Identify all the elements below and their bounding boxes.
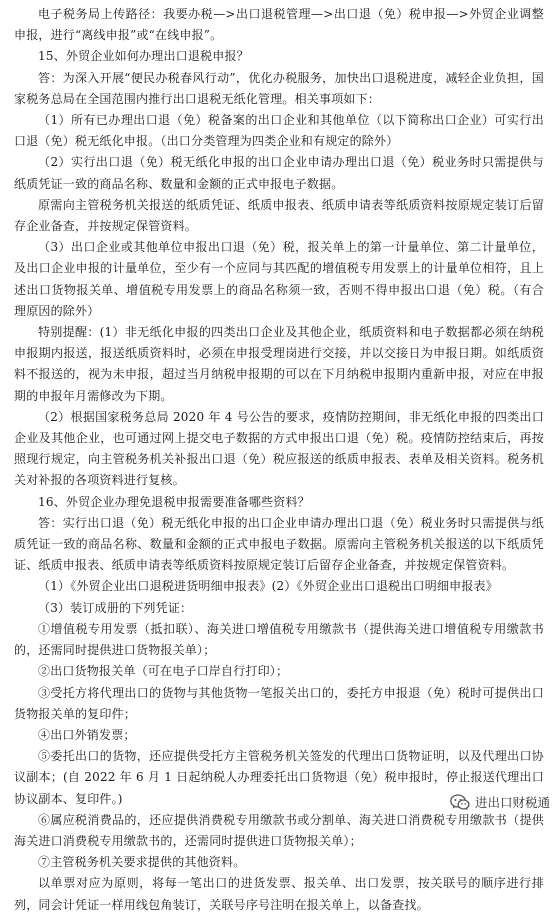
paragraph: （3）出口企业或其他单位申报出口退（免）税，报关单上的第一计量单位、第二计量单位，及出口企业申报的计量单位，至少有一个应同与其匹配的增值税专用发票上的计量单位相符，且上述出口货物报关单、增值税专用发票上的商品名称须一致，否则不得申报出口退（免）税。（有合理原因的除外） [14, 240, 544, 318]
paragraph: （1）《外贸企业出口退税进货明细申报表》(2）《外贸企业出口退税出口明细申报表》 [38, 579, 498, 594]
paragraph: 特别提醒：(1）非无纸化申报的四类出口企业及其他企业，纸质资料和电子数据都必须在纳税申报期内报送，报送纸质资料时，必须在申报受理岗进行交接，并以交接日为申报日期。如纸质资料不报送的，视为未申报，超过当月纳税申报期的可以在下月纳税申报期内重新申报，对应在申报期的申报年月需修改为下期。 [14, 325, 544, 403]
list-item: ③受托方将代理出口的货物与其他货物一笔报关出口的，委托方申报退（免）税时可提供出口货物报关单的复印件； [14, 685, 544, 721]
list-item: ⑦主管税务机关要求提供的其他资料。 [38, 855, 246, 870]
list-item: ⑥属应税消费品的，还应提供消费税专用缴款书或分割单、海关进口消费税专用缴款书（提供海关进口消费税专用缴款书的，还需同时提供进口货物报关单）； [14, 812, 544, 848]
paragraph: 以单票对应为原则，将每一笔出口的进货发票、报关单、出口发票，按关联号的顺序进行排列，同会计凭证一样用线包角装订，关联号序号注明在报关单上，以备查找。 [14, 876, 544, 912]
list-item: ⑤委托出口的货物，还应提供受托方主管税务机关签发的代理出口货物证明，以及代理出口协议副本；(自 2022 年 6 月 1 日起纳税人办理委托出口货物退（免）税申报时，停止报送代理出口协议副本、复印件。) [14, 749, 544, 806]
list-item: ①增值税专用发票（抵扣联）、海关进口增值税专用缴款书（提供海关进口增值税专用缴款书的，还需同时提供进口货物报关单）； [14, 621, 544, 658]
list-item: ②出口货物报关单（可在电子口岸自行打印）； [38, 664, 289, 679]
document-body [14, 4, 544, 916]
paragraph: （3）装订成册的下列凭证： [38, 600, 193, 615]
question-heading: 15、外贸企业如何办理出口退税申报？ [38, 49, 249, 64]
paragraph: （2）根据国家税务总局 2020 年 4 号公告的要求，疫情防控期间，非无纸化申报的四类出口企业及其他企业，也可通过网上提交电子数据的方式申报出口退（免）税。疫情防控结束后，再按照现行规定，向主管税务机关补报出口退（免）税应报送的纸质申报表、表单及相关资料。税务机关对补报的各项资料进行复核。 [14, 409, 544, 488]
paragraph: 答：实行出口退（免）税无纸化申报的出口企业申请办理出口退（免）税业务时只需提供与纸质凭证一致的商品名称、数量和金额的正式申报电子数据。原需向主管税务机关报送的以下纸质凭证、纸质申报表、纸质申请表等纸质资料按原规定装订后留存企业备查，并按规定保管资料。 [14, 515, 544, 573]
list-item: ④出口外销发票； [38, 727, 136, 742]
paragraph: 原需向主管税务机关报送的纸质凭证、纸质申报表、纸质申请表等纸质资料按原规定装订后留存企业备查，并按规定保管资料。 [14, 197, 544, 234]
watermark-text: 进出口财税通 [474, 795, 550, 810]
watermark [448, 792, 552, 812]
wechat-icon [450, 794, 470, 811]
paragraph: （1）所有已办理出口退（免）税备案的出口企业和其他单位（以下简称出口企业）可实行出口退（免）税无纸化申报。（出口分类管理为四类企业和有规定的除外） [14, 113, 544, 149]
paragraph: （2）实行出口退（免）税无纸化申报的出口企业申请办理出口退（免）税业务时只需提供与纸质凭证一致的商品名称、数量和金额的正式申报电子数据。 [14, 155, 544, 191]
paragraph: 电子税务局上传路径：我要办税—>出口退税管理—>出口退（免）税申报—>外贸企业调整申报，进行“离线申报”或“在线申报”。 [14, 7, 544, 43]
paragraph: 答：为深入开展“便民办税春风行动”，优化办税服务，加快出口退税进度，减轻企业负担，国家税务总局在全国范围内推行出口退税无纸化管理。相关事项如下： [14, 70, 544, 106]
question-heading: 16、外贸企业办理免退税申报需要准备哪些资料？ [38, 494, 310, 509]
